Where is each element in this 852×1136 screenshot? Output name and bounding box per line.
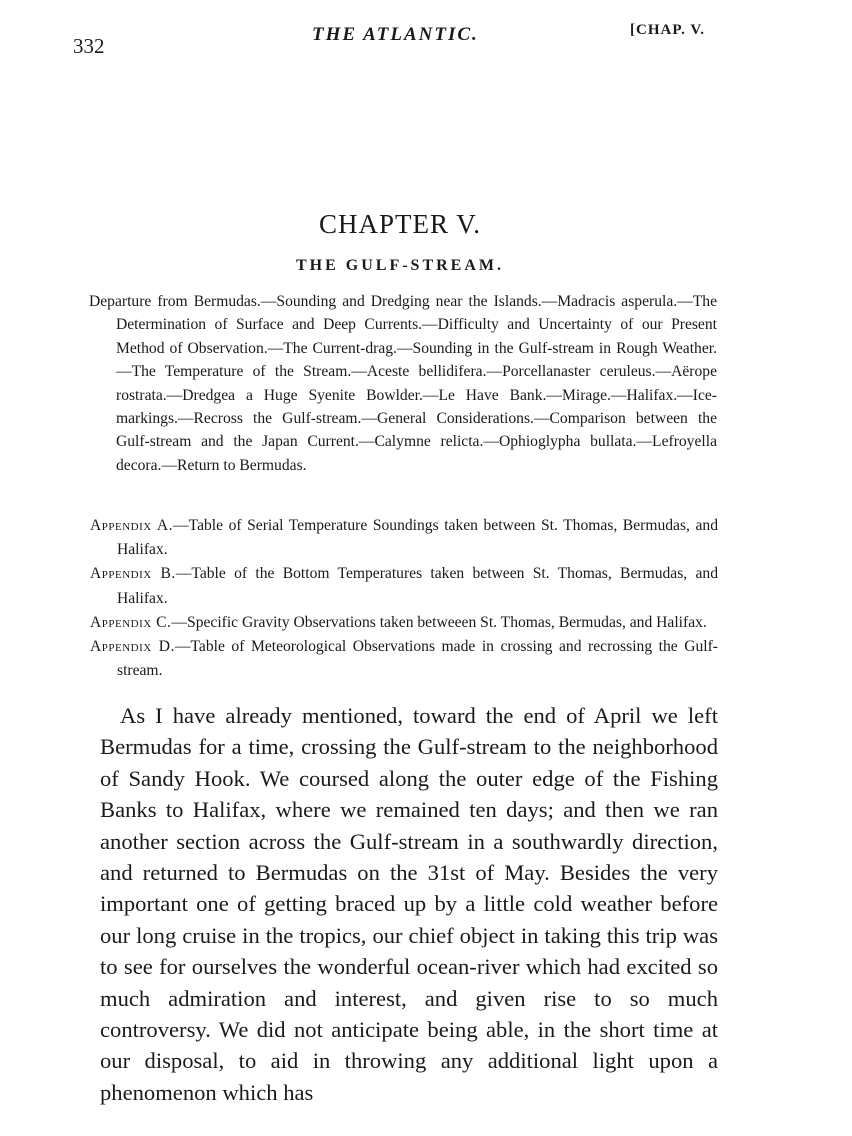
- appendix-item: [90, 635, 718, 683]
- appendix-label: Appendix C.: [90, 613, 172, 631]
- appendix-text: —Table of the Bottom Temperatures taken between St. Thomas, Bermudas, and Halifax.: [117, 565, 718, 607]
- page-number: 332: [73, 34, 105, 58]
- running-head: [0, 22, 852, 58]
- chapter-title: CHAPTER V.: [318, 209, 482, 239]
- appendix-item: [90, 611, 718, 635]
- appendix-list: [90, 514, 718, 683]
- synopsis-text: Departure from Bermudas.—Sounding and Dredging near the Islands.—Madracis asperula.—The Determination of Surface and Deep Currents.—Difficulty and Uncertainty of our Present Method of Observation.—The Current-drag.—Sounding in the Gulf-stream in Rough Weather.—The Temperature of the Stream.—Aceste bellidifera.—Porcellanaster ceruleus.—Aërope rostrata.—Dredgea a Huge Syenite Bowlder.—Le Have Bank.—Mirage.—Halifax.—Ice-markings.—Recross the Gulf-stream.—General Considerations.—Comparison between the Gulf-stream and the Japan Current.—Calymne relicta.—Ophioglypha bullata.—Lefroyella decora.—Return to Bermudas.: [89, 293, 717, 474]
- appendix-label: Appendix B.: [90, 565, 176, 583]
- chapter-subtitle: THE GULF-STREAM.: [295, 257, 504, 274]
- chapter-reference: [CHAP. V.: [630, 22, 705, 38]
- body-text: [100, 700, 718, 1108]
- appendix-label: Appendix A.: [90, 517, 174, 534]
- running-title: THE ATLANTIC.: [312, 24, 479, 45]
- body-paragraph: As I have already mentioned, toward the end of April we left Bermudas for a time, crossing the Gulf-stream to the neighborhood of Sandy Hook. We coursed along the outer edge of the Fishing Banks to Halifax, where we remained ten days; and then we ran another section across the Gulf-stream in a southwardly direction, and returned to Bermudas on the 31st of May. Besides the very important one of getting braced up by a little cold weather before our long cruise in the tropics, our chief object in taking this trip was to see for ourselves the wonderful ocean-river which had excited so much admiration and interest, and given rise to so much controversy. We did not anticipate being able, in the short time at our disposal, to aid in throwing any additional light upon a phenomenon which has: [100, 703, 718, 1105]
- appendix-item: [90, 514, 718, 562]
- appendix-text: —Specific Gravity Observations taken betweeen St. Thomas, Bermudas, and Halifax.: [171, 613, 707, 631]
- chapter-synopsis: [89, 290, 717, 477]
- appendix-text: —Table of Meteorological Observations made in crossing and recrossing the Gulf-stream.: [117, 638, 718, 680]
- appendix-text: —Table of Serial Temperature Soundings taken between St. Thomas, Bermudas, and Halifax.: [117, 517, 718, 559]
- appendix-item: [90, 562, 718, 610]
- appendix-label: Appendix D.: [90, 638, 175, 656]
